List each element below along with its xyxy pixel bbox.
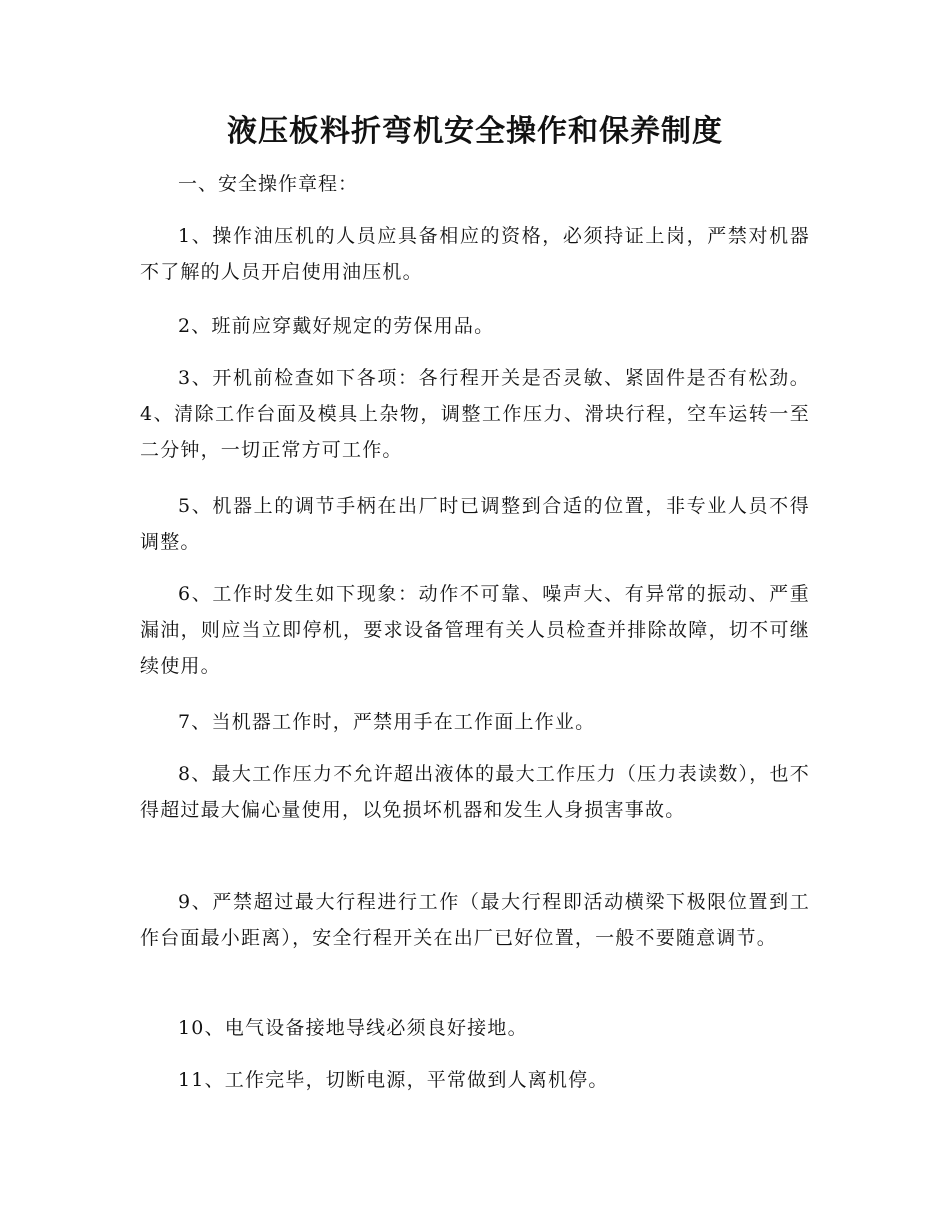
paragraph-3: 3、开机前检查如下各项：各行程开关是否灵敏、紧固件是否有松劲。4、清除工作台面及模具上杂物，调整工作压力、滑块行程，空车运转一至二分钟，一切正常方可工作。 [140,367,810,461]
paragraph-5: 6、工作时发生如下现象：动作不可靠、噪声大、有异常的振动、严重漏油，则应当立即停机，要求设备管理有关人员检查并排除故障，切不可继续使用。 [140,583,810,677]
paragraph-4: 5、机器上的调节手柄在出厂时已调整到合适的位置，非专业人员不得调整。 [140,495,810,553]
paragraph-6: 7、当机器工作时，严禁用手在工作面上作业。 [178,711,596,733]
paragraph-7: 8、最大工作压力不允许超出液体的最大工作压力（压力表读数），也不得超过最大偏心量使用，以免损坏机器和发生人身损害事故。 [140,763,810,821]
document-title: 液压板料折弯机安全操作和保养制度 [227,114,723,149]
paragraph-1: 1、操作油压机的人员应具备相应的资格，必须持证上岗，严禁对机器不了解的人员开启使用油压机。 [140,225,810,283]
paragraph-10: 11、工作完毕，切断电源，平常做到人离机停。 [178,1069,609,1091]
section-heading: 一、安全操作章程： [178,173,359,195]
paragraph-2: 2、班前应穿戴好规定的劳保用品。 [178,315,495,337]
paragraph-9: 10、电气设备接地导线必须良好接地。 [178,1017,528,1039]
paragraph-8: 9、严禁超过最大行程进行工作（最大行程即活动横梁下极限位置到工作台面最小距离），安全行程开关在出厂已好位置，一般不要随意调节。 [140,891,810,949]
